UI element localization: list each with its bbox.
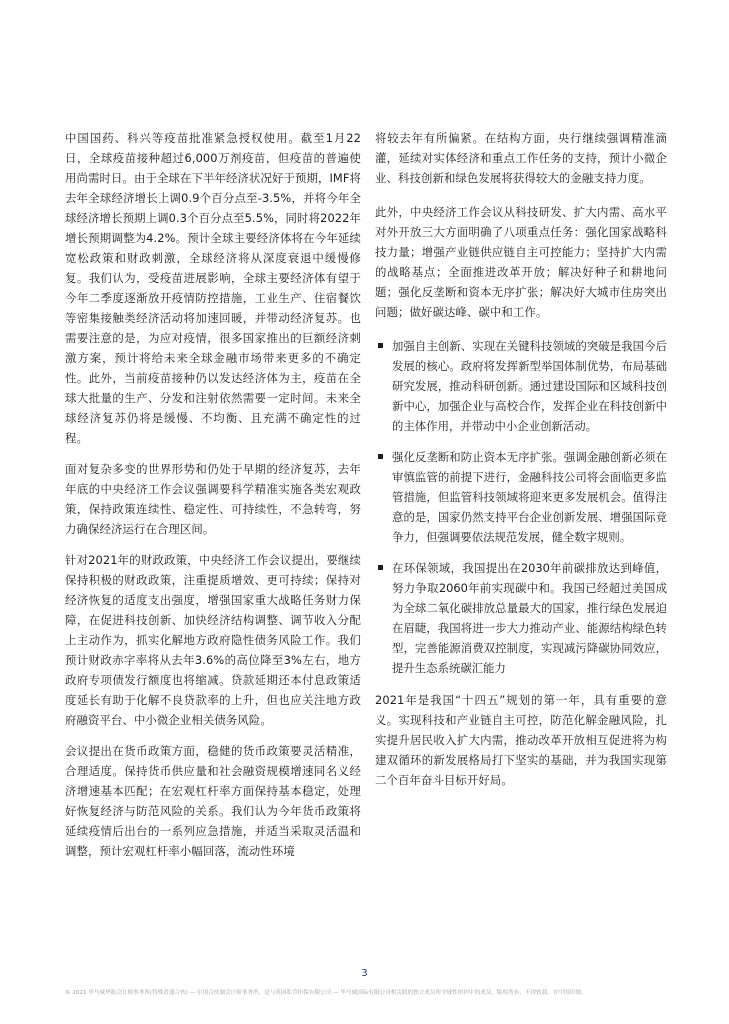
- left-column: [65, 128, 361, 872]
- bullet-text: 在环保领域，我国提出在2030年前碳排放达到峰值，努力争取2060年前实现碳中和。我国已经超过美国成为全球二氧化碳排放总量最大的国家，推行绿色发展迫在眉睫，我国将进一步大力推动产业、能源结构绿色转型，完善能源消费双控制度，实现减污降碳协同效应，提升生态系统碳汇能力: [392, 561, 667, 675]
- square-bullet-icon: [378, 565, 383, 570]
- key-tasks-bullet-list: [375, 336, 667, 678]
- copyright-footer: © 2021 毕马威华振会计师事务所(特殊普通合伙) — 中国合伙制会计师事务所，是与英国私营担保有限公司 — 毕马威国际有限公司相关联的独立成员所全球性组织中的成员。版权所有，不得转载。在中国印制。: [65, 990, 587, 996]
- paragraph-economic-work-conference: 面对复杂多变的世界形势和仍处于早期的经济复苏，去年年底的中央经济工作会议强调要科学精准实施各类宏观政策，保持政策连续性、稳定性、可持续性，不急转弯，努力确保经济运行在合理区间。: [65, 462, 361, 536]
- paragraph-monetary-policy: 会议提出在货币政策方面，稳健的货币政策要灵活精准，合理适度。保持货币供应量和社会融资规模增速同名义经济增速基本匹配；在宏观杠杆率方面保持基本稳定，处理好恢复经济与防范风险的关系。我们认为今年货币政策将延续疫情后出台的一系列应急措施，并适当采取灵活温和调整，预计宏观杠杆率小幅回落，流动性环境: [65, 744, 361, 858]
- bullet-text: 加强自主创新、实现在关键科技领域的突破是我国今后发展的核心。政府将发挥新型举国体制优势，布局基础研究发展，推动科研创新。通过建设国际和区域科技创新中心，加强企业与高校合作，发挥企业在科技创新中的主体作用，并带动中小企业创新活动。: [392, 339, 667, 433]
- bullet-item-carbon: [375, 558, 667, 678]
- paragraph-liquidity-structure: 将较去年有所偏紧。在结构方面，央行继续强调精准滴灌，延续对实体经济和重点工作任务的支持，预计小微企业、科技创新和绿色发展将获得较大的金融支持力度。: [375, 131, 667, 185]
- bullet-text: 强化反垄断和防止资本无序扩张。强调金融创新必须在审慎监管的前提下进行，金融科技公司将会面临更多监管措施，但监管科技领域将迎来更多发展机会。值得注意的是，国家仍然支持平台企业创新发展、增强国际竞争力，但强调要依法规范发展，健全数字规则。: [392, 450, 667, 544]
- paragraph-five-year-plan: 2021年是我国“十四五”规划的第一年，具有重要的意义。实现科技和产业链自主可控，防范化解金融风险，扎实提升居民收入扩大内需，推动改革开放相互促进将为构建双循环的新发展格局打下坚实的基础，并为我国实现第二个百年奋斗目标开好局。: [375, 693, 667, 787]
- square-bullet-icon: [378, 343, 383, 348]
- square-bullet-icon: [378, 454, 383, 459]
- paragraph-vaccine-outlook: 中国国药、科兴等疫苗批准紧急授权使用。截至1月22日，全球疫苗接种超过6,000万剂疫苗，但疫苗的普遍使用尚需时日。由于全球在下半年经济状况好于预期，IMF将去年全球经济增长上调0.9个百分点至-3.5%，并将今年全球经济增长预期上调0.3个百分点至5.5%，同时将2022年增长预期调整为4.2%。预计全球主要经济体将在今年延续宽松政策和财政刺激，全球经济将从深度衰退中缓慢修复。我们认为，受疫苗进展影响，全球主要经济体有望于今年二季度逐渐放开疫情防控措施，工业生产、住宿餐饮等密集接触类经济活动将加速回暖，并带动经济复苏。也需要注意的是，为应对疫情，很多国家推出的巨额经济刺激方案，预计将给未来全球金融市场带来更多的不确定性。此外，当前疫苗接种仍以发达经济体为主，疫苗在全球大批量的生产、分发和注射依然需要一定时间。未来全球经济复苏仍将是缓慢、不均衡、且充满不确定性的过程。: [65, 131, 361, 445]
- paragraph-fiscal-policy: 针对2021年的财政政策，中央经济工作会议提出，要继续保持积极的财政政策，注重提质增效、更可持续；保持对经济恢复的适度支出强度，增强国家重大战略任务财力保障，在促进科技创新、加快经济结构调整、调节收入分配上主动作为，抓实化解地方政府隐性债务风险工作。我们预计财政赤字率将从去年3.6%的高位降至3%左右，地方政府专项债发行额度也将缩减。贷款延期还本付息政策适度延长有助于化解不良贷款率的上升，但也应关注地方政府融资平台、中小微企业相关债务风险。: [65, 553, 361, 727]
- bullet-item-antitrust: [375, 447, 667, 547]
- page-number: 3: [361, 968, 368, 979]
- paragraph-eight-key-tasks: 此外，中央经济工作会议从科技研发、扩大内需、高水平对外开放三大方面明确了八项重点任务：强化国家战略科技力量；增强产业链供应链自主可控能力；坚持扩大内需的战略基点；全面推进改革开放；解决好种子和耕地问题；强化反垄断和资本无序扩张；解决好大城市住房突出问题；做好碳达峰、碳中和工作。: [375, 205, 667, 319]
- bullet-item-innovation: [375, 336, 667, 436]
- right-column: [375, 128, 667, 801]
